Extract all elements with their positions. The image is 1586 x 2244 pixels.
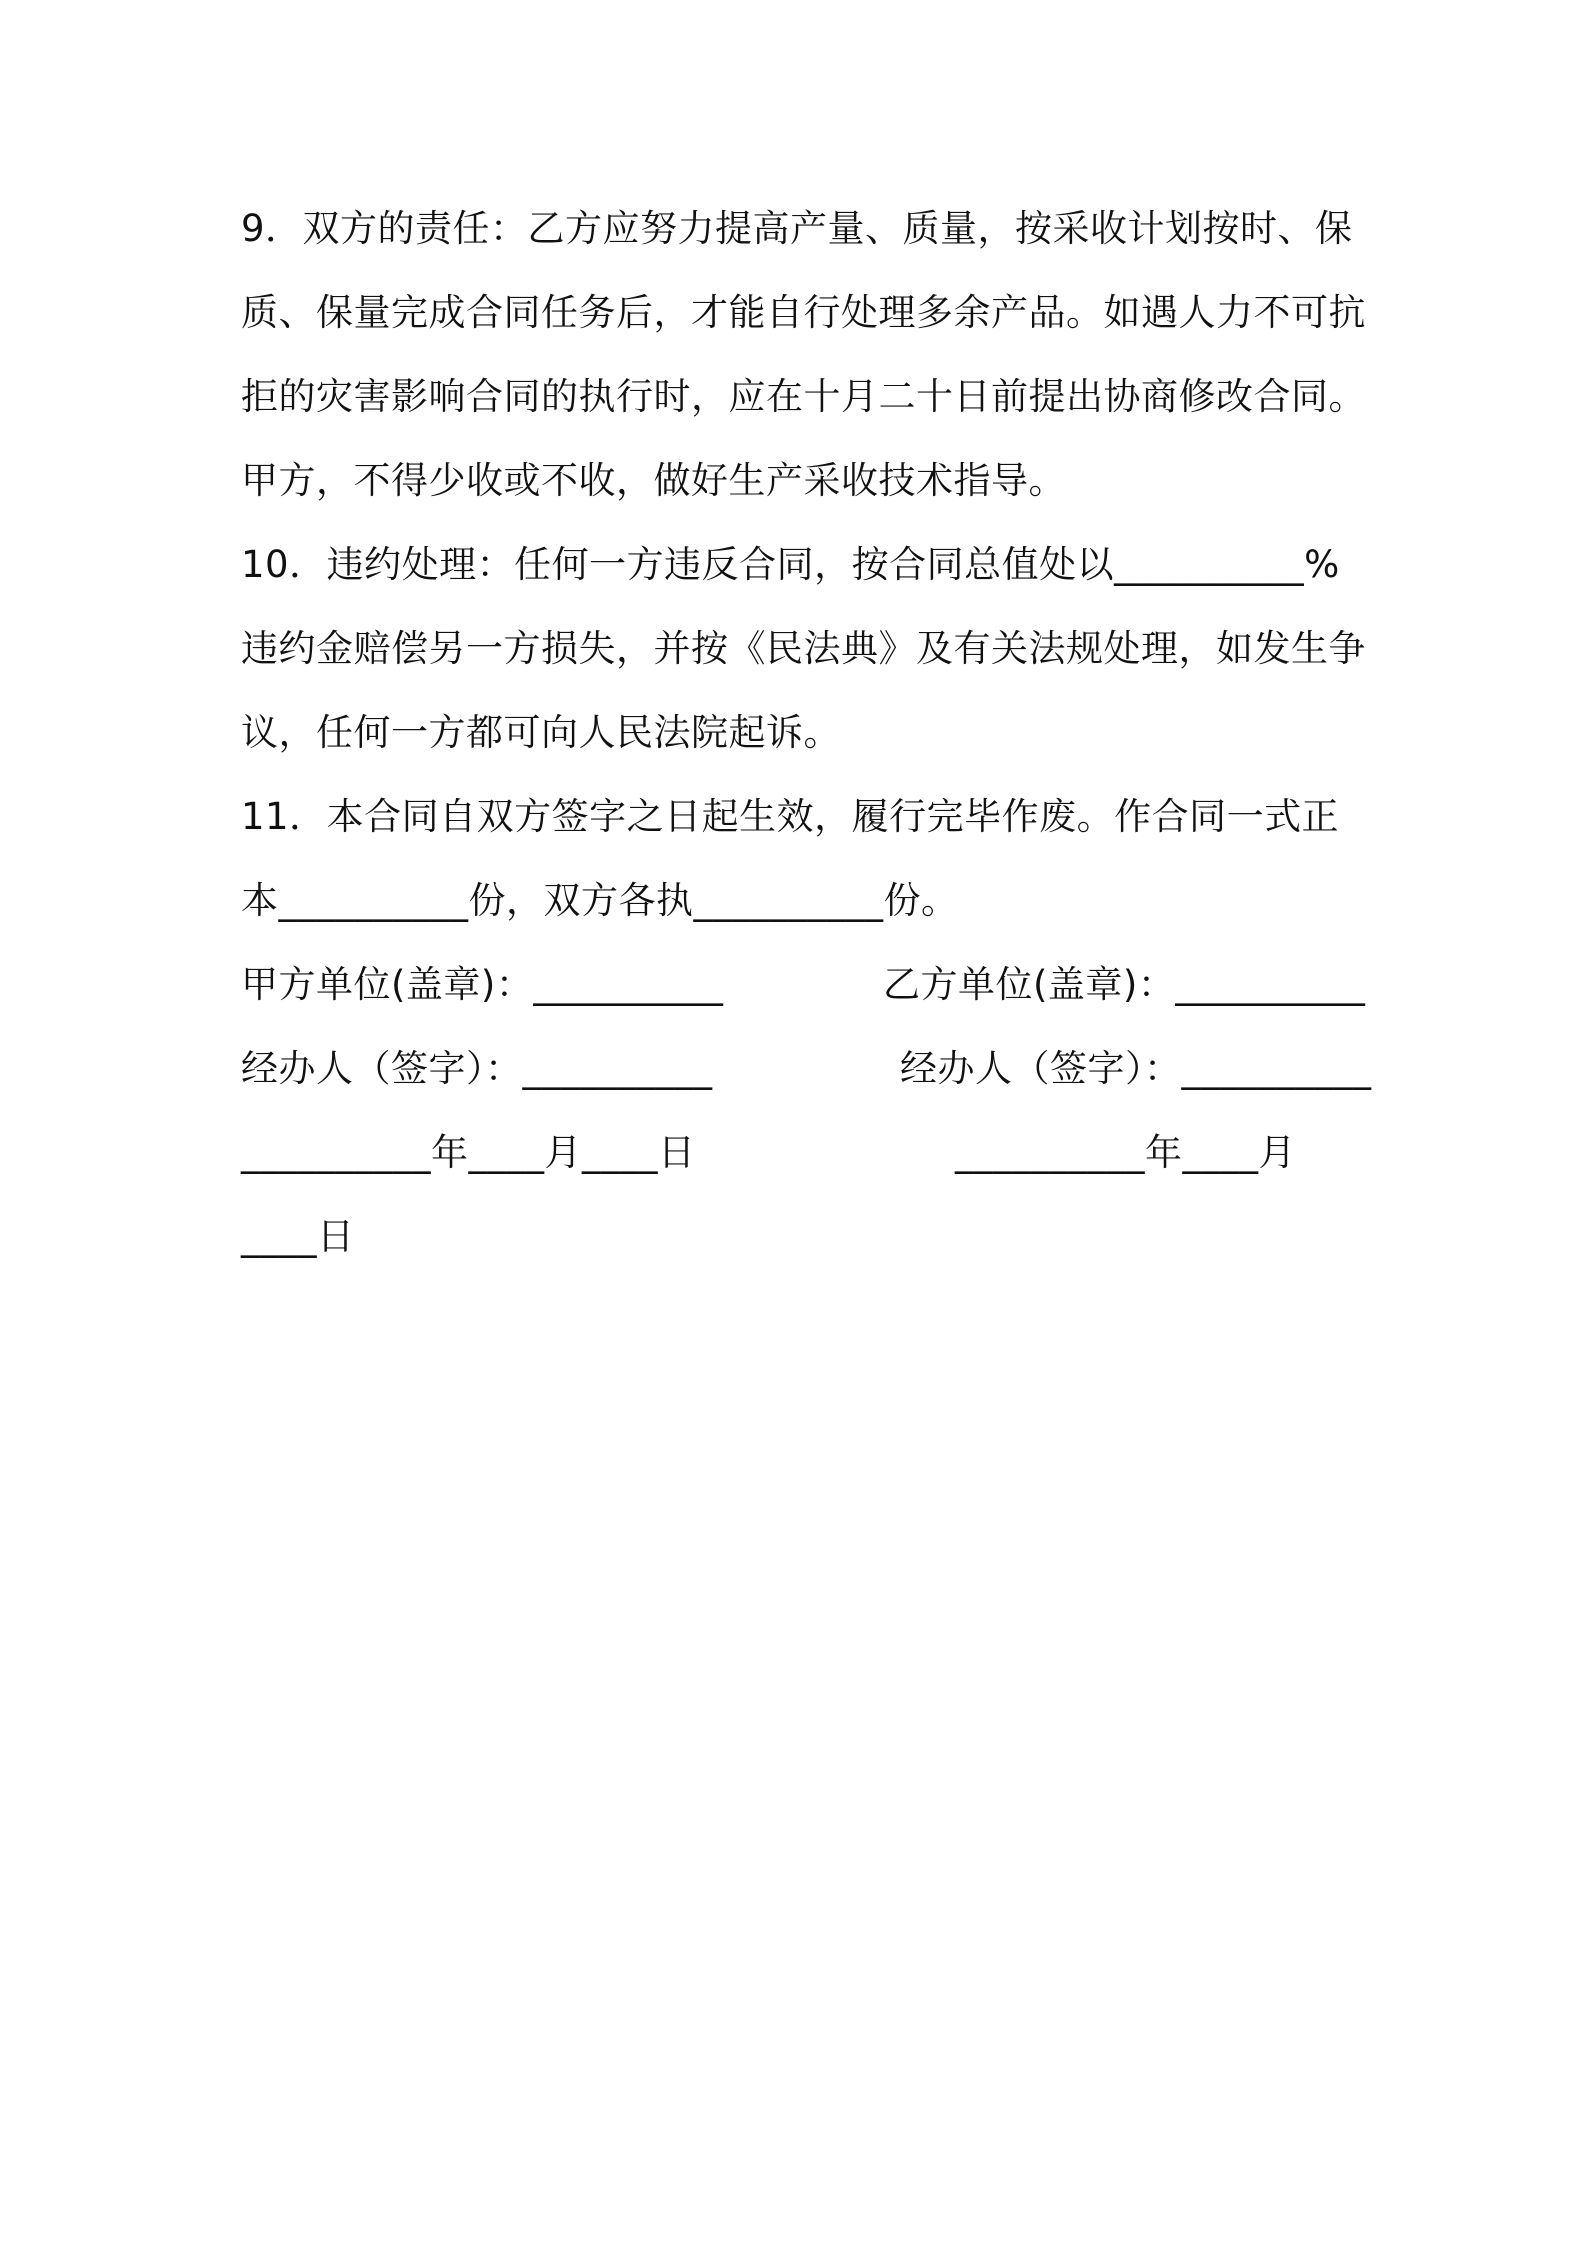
party-b-date-day-line: ____日 — [241, 1215, 355, 1258]
clause-9-line-2: 质、保量完成合同任务后，才能自行处理多余产品。如遇人力不可抗 — [241, 291, 1366, 334]
party-a-agent-line: 经办人（签字）：__________ — [241, 1047, 713, 1090]
clause-9-line-3: 拒的灾害影响合同的执行时，应在十月二十日前提出协商修改合同。 — [241, 375, 1366, 418]
clause-10-line-1: 10．违约处理：任何一方违反合同，按合同总值处以__________% — [241, 543, 1340, 586]
party-b-date-line: __________年____月 — [955, 1131, 1296, 1174]
clause-9-line-1: 9．双方的责任：乙方应努力提高产量、质量，按采收计划按时、保 — [241, 207, 1353, 250]
party-a-unit-line: 甲方单位(盖章)：__________ — [241, 963, 724, 1006]
clause-11-line-1: 11．本合同自双方签字之日起生效，履行完毕作废。作合同一式正 — [241, 795, 1340, 838]
party-b-unit-line: 乙方单位(盖章)：__________ — [883, 963, 1366, 1006]
clause-11-line-2: 本__________份，双方各执__________份。 — [241, 879, 959, 922]
clause-10-line-3: 议，任何一方都可向人民法院起诉。 — [241, 711, 841, 754]
clause-9-line-4: 甲方，不得少收或不收，做好生产采收技术指导。 — [241, 459, 1066, 502]
clause-10-line-2: 违约金赔偿另一方损失，并按《民法典》及有关法规处理，如发生争 — [241, 627, 1366, 670]
party-a-date-line: __________年____月____日 — [241, 1131, 696, 1174]
party-b-agent-line: 经办人（签字）：__________ — [900, 1047, 1372, 1090]
